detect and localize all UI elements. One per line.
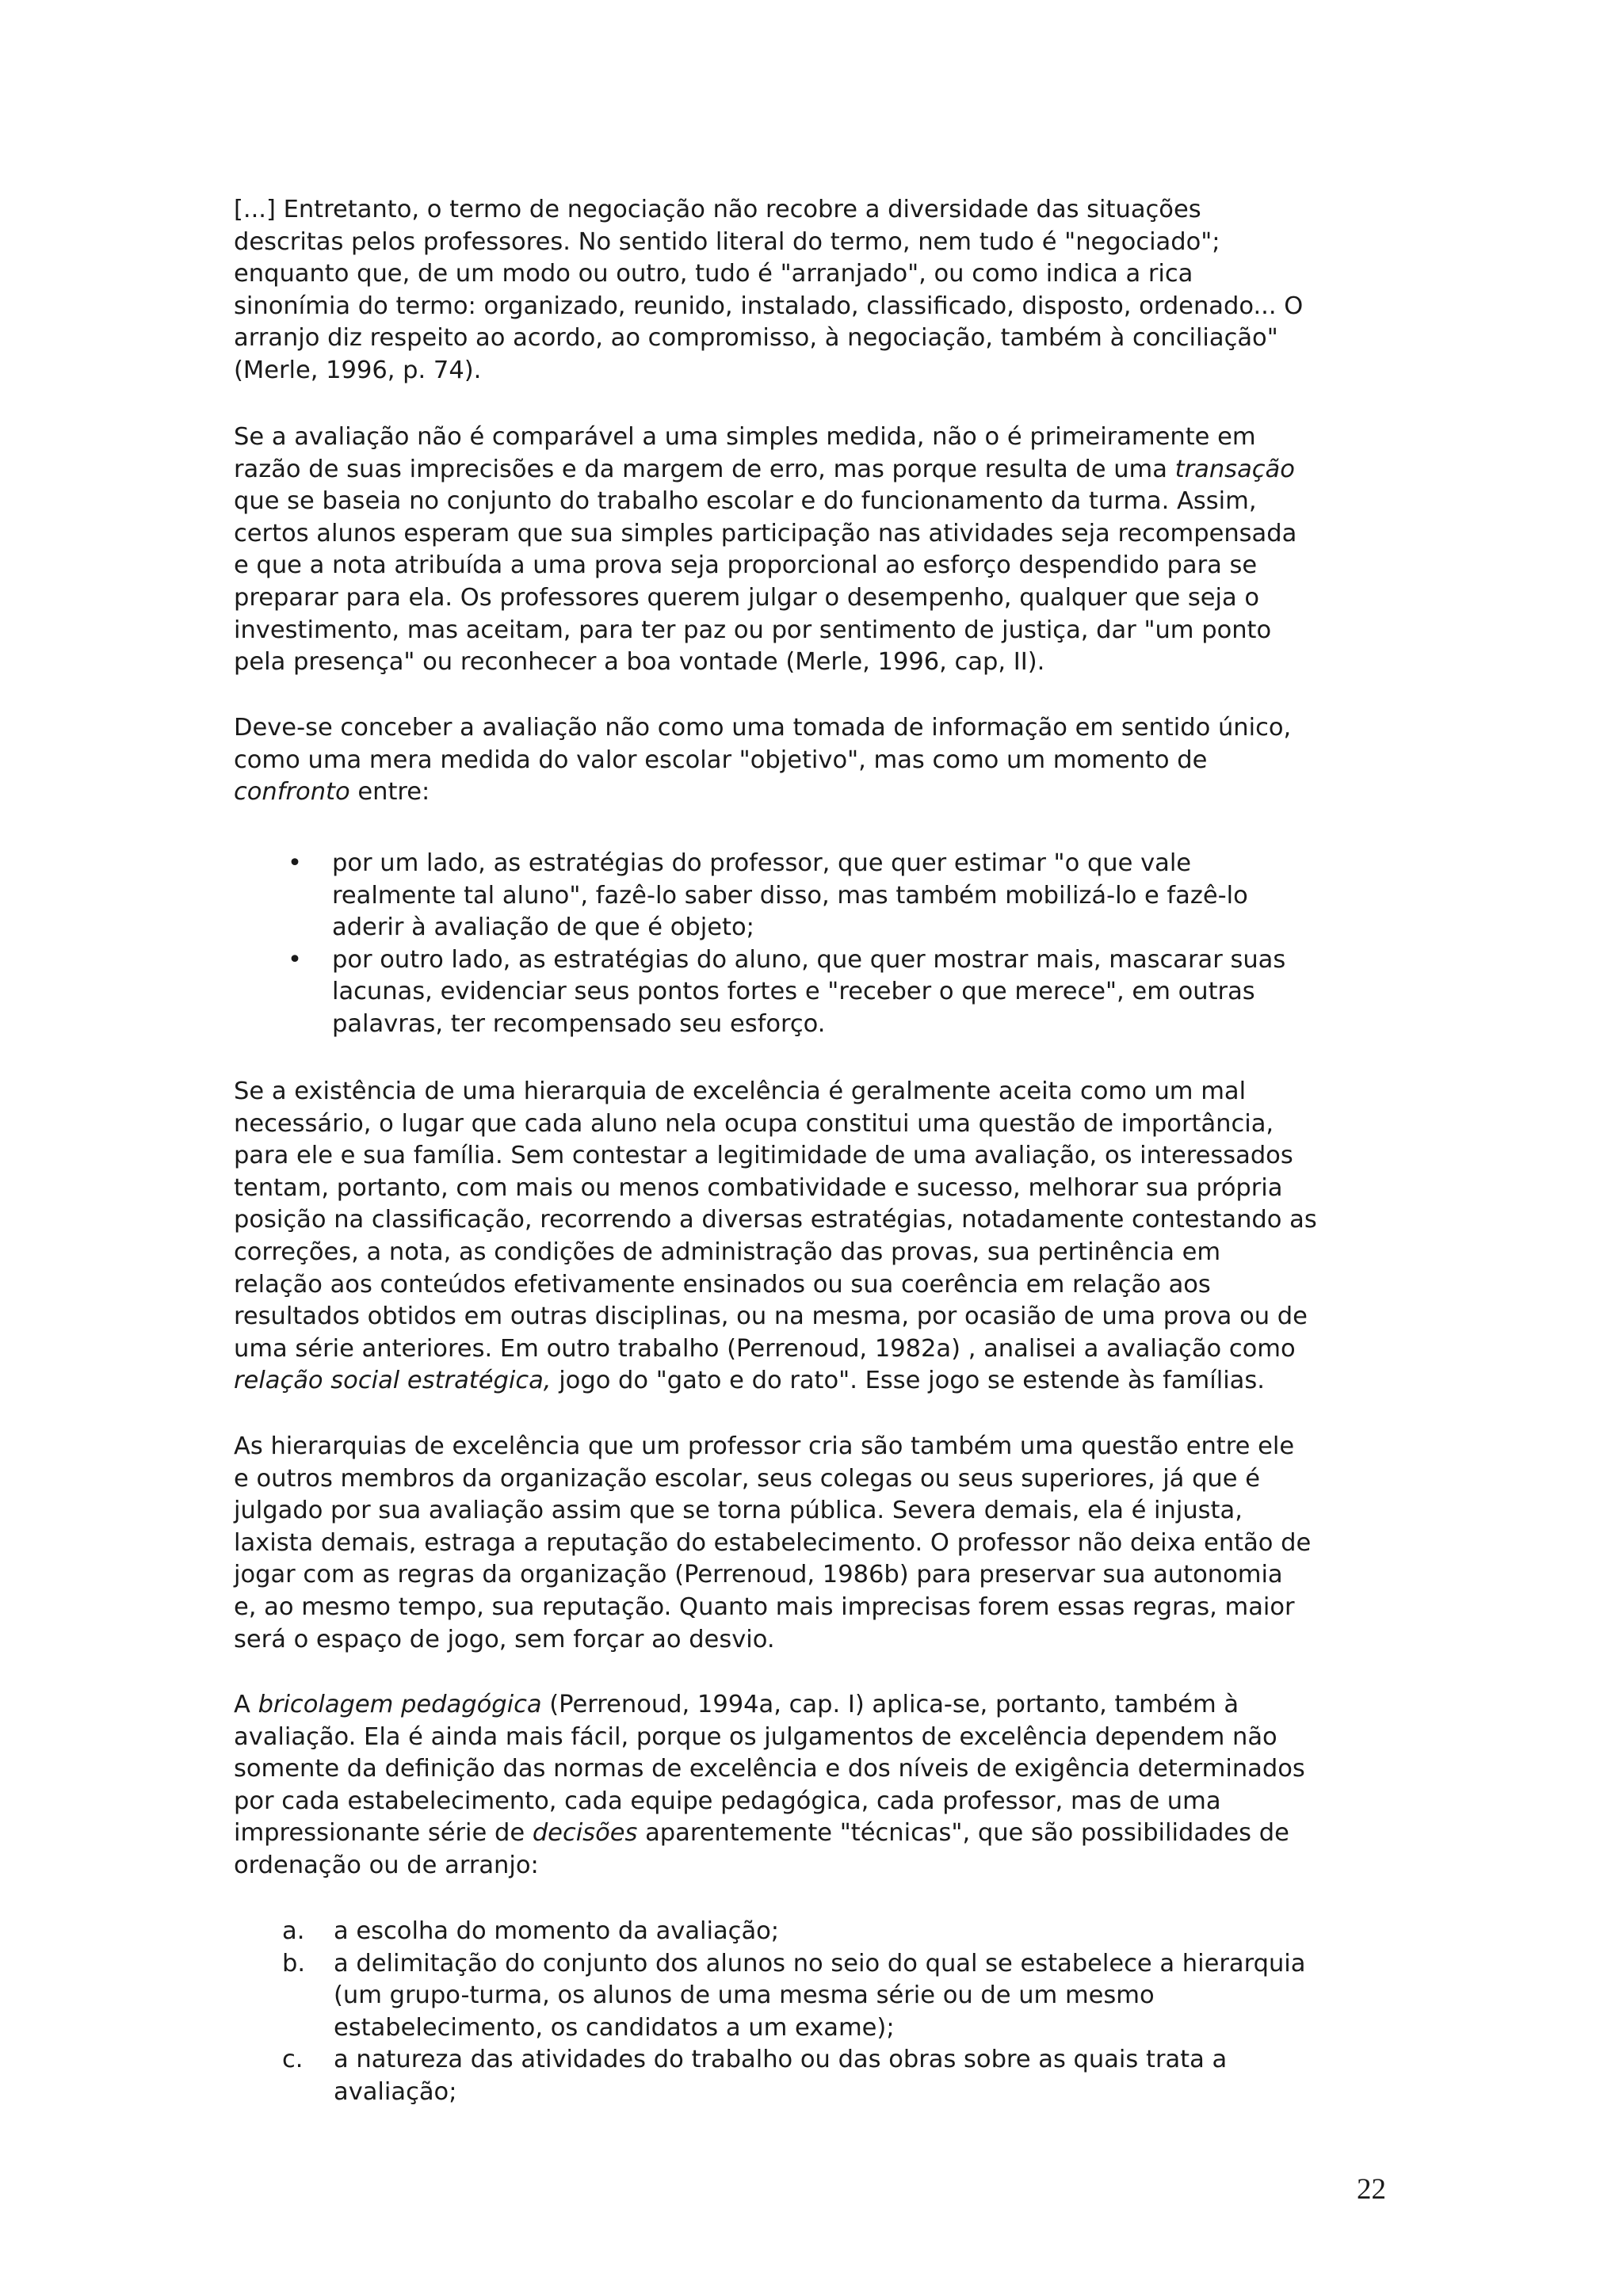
paragraph-transacao bbox=[234, 421, 1407, 679]
text-line bbox=[234, 1689, 1407, 1722]
text-line: e, ao mesmo tempo, sua reputação. Quanto mais imprecisas forem essas regras, maior bbox=[234, 1592, 1295, 1621]
text-line: Deve-se conceber a avaliação não como uma tomada de informação em sentido único, bbox=[234, 714, 1292, 742]
list-item bbox=[288, 944, 1286, 1041]
text-line: tentam, portanto, com mais ou menos combatividade e sucesso, melhorar sua própria bbox=[234, 1173, 1283, 1202]
text-line: e outros membros da organização escolar, seus colegas ou seus superiores, já que é bbox=[234, 1464, 1260, 1493]
text-run: jogo do "gato e do rato". Esse jogo se estende às famílias. bbox=[551, 1367, 1265, 1395]
emphasis-text: transação bbox=[1174, 455, 1295, 483]
text-line: investimento, mas aceitam, para ter paz ou por sentimento de justiça, dar "um ponto bbox=[234, 616, 1272, 644]
paragraph-bricolagem bbox=[234, 1689, 1407, 1882]
text-run: (Perrenoud, 1994a, cap. I) aplica-se, portanto, também à bbox=[541, 1691, 1239, 1718]
text-line: sinonímia do termo: organizado, reunido, instalado, classificado, disposto, ordenado... O bbox=[234, 292, 1304, 320]
paragraph-quote bbox=[234, 194, 1407, 387]
text-run: entre: bbox=[349, 778, 430, 807]
list-letter-marker: b. bbox=[282, 1949, 306, 1978]
list-item bbox=[282, 2044, 1305, 2108]
text-line: julgado por sua avaliação assim que se torna pública. Severa demais, ela é injusta, bbox=[234, 1497, 1243, 1525]
text-line: estabelecimento, os candidatos a um exame); bbox=[334, 2013, 895, 2042]
text-line: preparar para ela. Os professores querem julgar o desempenho, qualquer que seja o bbox=[234, 583, 1260, 612]
list-item bbox=[288, 848, 1285, 944]
text-line: correções, a nota, as condições de administração das provas, sua pertinência em bbox=[234, 1238, 1221, 1266]
bullet-marker: • bbox=[288, 849, 302, 877]
text-line: [...] Entretanto, o termo de negociação não recobre a diversidade das situações bbox=[234, 196, 1201, 223]
text-line: para ele e sua família. Sem contestar a legitimidade de uma avaliação, os interessados bbox=[234, 1142, 1293, 1170]
text-line: que se baseia no conjunto do trabalho escolar e do funcionamento da turma. Assim, bbox=[234, 487, 1257, 516]
text-line: (um grupo-turma, os alunos de uma mesma série ou de um mesmo bbox=[334, 1981, 1155, 2010]
text-line: resultados obtidos em outras disciplinas, ou na mesma, por ocasião de uma prova ou de bbox=[234, 1302, 1308, 1331]
text-line: lacunas, evidenciar seus pontos fortes e "receber o que merece", em outras bbox=[332, 978, 1255, 1006]
text-line: será o espaço de jogo, sem forçar ao desvio. bbox=[234, 1625, 775, 1653]
emphasis-text: decisões bbox=[532, 1819, 638, 1848]
text-line: por um lado, as estratégias do professor, que quer estimar "o que vale bbox=[332, 849, 1192, 877]
list-item bbox=[282, 1916, 1305, 1948]
text-line: ordenação ou de arranjo: bbox=[234, 1851, 539, 1879]
text-line bbox=[234, 776, 1407, 809]
text-line: a natureza das atividades do trabalho ou das obras sobre as quais trata a bbox=[334, 2046, 1228, 2074]
text-line: Se a existência de uma hierarquia de excelência é geralmente aceita como um mal bbox=[234, 1077, 1247, 1105]
text-line: avaliação; bbox=[334, 2077, 457, 2106]
text-line: palavras, ter recompensado seu esforço. bbox=[332, 1009, 826, 1038]
text-line: arranjo diz respeito ao acordo, ao compromisso, à negociação, também à conciliação" bbox=[234, 324, 1278, 353]
text-run: aparentemente "técnicas", que são possibilidades de bbox=[637, 1819, 1289, 1848]
emphasis-text: relação social estratégica, bbox=[234, 1367, 552, 1395]
text-line: avaliação. Ela é ainda mais fácil, porque os julgamentos de excelência dependem não bbox=[234, 1722, 1277, 1751]
text-line: realmente tal aluno", fazê-lo saber disso, mas também mobilizá-lo e fazê-lo bbox=[332, 881, 1248, 910]
text-line bbox=[234, 1817, 1407, 1850]
bullet-list bbox=[288, 848, 1286, 1041]
text-line: como uma mera medida do valor escolar "objetivo", mas como um momento de bbox=[234, 746, 1208, 774]
paragraph-confronto bbox=[234, 712, 1407, 809]
text-line bbox=[234, 454, 1407, 486]
text-line: necessário, o lugar que cada aluno nela ocupa constitui uma questão de importância, bbox=[234, 1109, 1274, 1138]
text-line: jogar com as regras da organização (Perrenoud, 1986b) para preservar sua autonomia bbox=[234, 1561, 1283, 1589]
text-line: As hierarquias de excelência que um professor cria são também uma questão entre ele bbox=[234, 1432, 1295, 1460]
list-item bbox=[282, 1948, 1306, 2045]
text-line: laxista demais, estraga a reputação do estabelecimento. O professor não deixa então de bbox=[234, 1528, 1312, 1557]
text-line: descritas pelos professores. No sentido literal do termo, nem tudo é "negociado"; bbox=[234, 227, 1220, 256]
paragraph-organizacao bbox=[234, 1431, 1407, 1656]
text-line: aderir à avaliação de que é objeto; bbox=[332, 913, 754, 942]
text-line: a delimitação do conjunto dos alunos no seio do qual se estabelece a hierarquia bbox=[334, 1949, 1306, 1978]
text-line: por outro lado, as estratégias do aluno, que quer mostrar mais, mascarar suas bbox=[332, 945, 1286, 974]
text-line: certos alunos esperam que sua simples participação nas atividades seja recompensada bbox=[234, 519, 1297, 547]
text-line: uma série anteriores. Em outro trabalho (Perrenoud, 1982a) , analisei a avaliação como bbox=[234, 1334, 1296, 1363]
text-line: a escolha do momento da avaliação; bbox=[334, 1917, 780, 1945]
bullet-marker: • bbox=[288, 945, 302, 974]
emphasis-text: confronto bbox=[234, 778, 350, 807]
text-line: enquanto que, de um modo ou outro, tudo é "arranjado", ou como indica a rica bbox=[234, 260, 1193, 288]
text-line: e que a nota atribuída a uma prova seja proporcional ao esforço despendido para se bbox=[234, 551, 1258, 580]
text-line: por cada estabelecimento, cada equipe pedagógica, cada professor, mas de uma bbox=[234, 1787, 1221, 1815]
text-line: Se a avaliação não é comparável a uma simples medida, não o é primeiramente em bbox=[234, 423, 1256, 451]
text-line: relação aos conteúdos efetivamente ensinados ou sua coerência em relação aos bbox=[234, 1270, 1211, 1299]
paragraph-hierarquia bbox=[234, 1076, 1407, 1398]
text-run: impressionante série de bbox=[234, 1819, 533, 1848]
text-line bbox=[234, 1365, 1407, 1398]
list-letter-marker: c. bbox=[282, 2046, 304, 2074]
text-line: somente da definição das normas de excelência e dos níveis de exigência determinados bbox=[234, 1755, 1305, 1783]
emphasis-text: bricolagem pedagógica bbox=[258, 1691, 542, 1718]
page-number: 22 bbox=[1357, 2173, 1386, 2206]
list-letter-marker: a. bbox=[282, 1917, 305, 1945]
text-run: A bbox=[234, 1691, 258, 1718]
text-line: posição na classificação, recorrendo a diversas estratégias, notadamente contestando as bbox=[234, 1206, 1317, 1234]
text-line: pela presença" ou reconhecer a boa vontade (Merle, 1996, cap, II). bbox=[234, 648, 1045, 677]
text-run: razão de suas imprecisões e da margem de erro, mas porque resulta de uma bbox=[234, 455, 1175, 483]
text-line: (Merle, 1996, p. 74). bbox=[234, 356, 482, 384]
lettered-list bbox=[282, 1916, 1306, 2109]
